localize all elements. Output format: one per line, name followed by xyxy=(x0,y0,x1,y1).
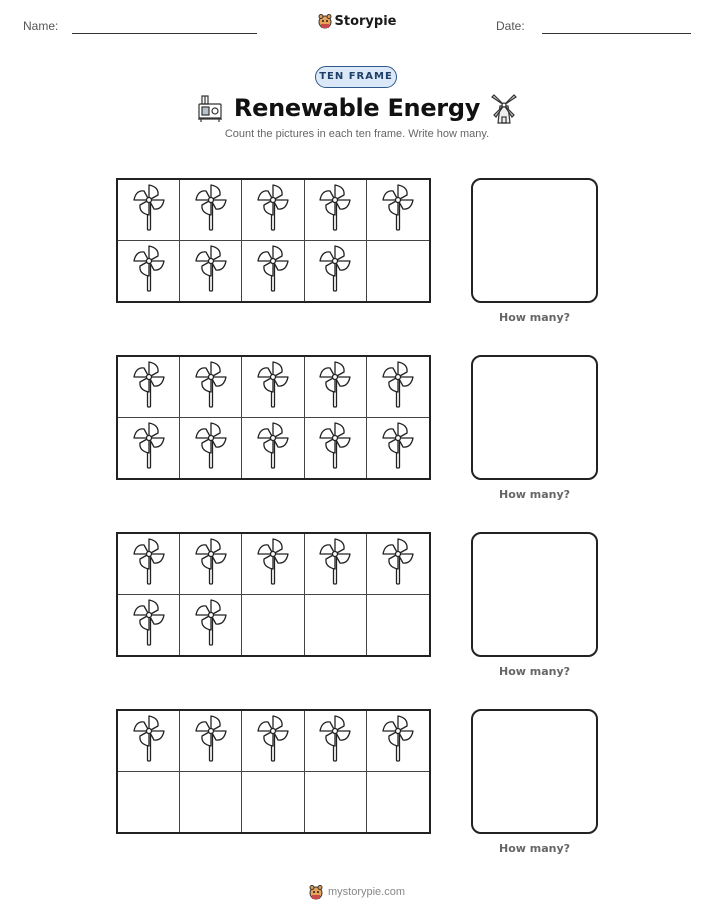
ten-frame-cell xyxy=(305,772,367,833)
ten-frame-badge: TEN FRAME xyxy=(315,66,397,88)
ten-frame-cell xyxy=(180,241,242,302)
pinwheel-icon xyxy=(194,420,228,475)
solar-panel-icon xyxy=(196,93,224,123)
date-line[interactable] xyxy=(542,33,691,34)
page-title: Renewable Energy xyxy=(233,94,481,122)
pinwheel-icon xyxy=(132,420,166,475)
pinwheel-icon xyxy=(132,536,166,591)
pinwheel-icon xyxy=(194,597,228,652)
ten-frame-cell xyxy=(242,595,304,656)
footer xyxy=(0,884,714,905)
ten-frame-cell xyxy=(305,595,367,656)
pinwheel-icon xyxy=(381,182,415,237)
answer-box[interactable] xyxy=(471,178,598,303)
pinwheel-icon xyxy=(381,420,415,475)
ten-frame xyxy=(116,532,431,657)
ten-frame-cell xyxy=(367,772,429,833)
ten-frame-cell xyxy=(180,711,242,772)
ten-frame-cell xyxy=(118,711,180,772)
ten-frame-cell xyxy=(305,534,367,595)
ten-frame-cell xyxy=(180,772,242,833)
how-many-label: How many? xyxy=(498,488,571,501)
ten-frame-cell xyxy=(305,711,367,772)
frame-group xyxy=(0,178,714,328)
ten-frame-cell xyxy=(367,180,429,241)
ten-frame-cell xyxy=(242,180,304,241)
pinwheel-icon xyxy=(256,359,290,414)
ten-frame-cell xyxy=(118,534,180,595)
pinwheel-icon xyxy=(132,359,166,414)
ten-frame-cell xyxy=(242,534,304,595)
pinwheel-icon xyxy=(194,359,228,414)
ten-frame-cell xyxy=(180,595,242,656)
ten-frame-cell xyxy=(305,357,367,418)
pinwheel-icon xyxy=(256,536,290,591)
storypie-mascot-icon xyxy=(318,13,332,29)
pinwheel-icon xyxy=(381,536,415,591)
ten-frame-cell xyxy=(118,772,180,833)
answer-box[interactable] xyxy=(471,709,598,834)
pinwheel-icon xyxy=(381,359,415,414)
ten-frame-cell xyxy=(305,418,367,479)
ten-frame-cell xyxy=(242,772,304,833)
pinwheel-icon xyxy=(256,243,290,298)
pinwheel-icon xyxy=(132,182,166,237)
pinwheel-icon xyxy=(318,713,352,768)
how-many-label: How many? xyxy=(498,842,571,855)
ten-frame-cell xyxy=(118,418,180,479)
ten-frame-cell xyxy=(242,418,304,479)
pinwheel-icon xyxy=(256,420,290,475)
brand-name: Storypie xyxy=(334,13,397,29)
pinwheel-icon xyxy=(194,536,228,591)
ten-frame-cell xyxy=(367,595,429,656)
pinwheel-icon xyxy=(381,713,415,768)
pinwheel-icon xyxy=(318,243,352,298)
pinwheel-icon xyxy=(132,597,166,652)
ten-frame-cell xyxy=(118,241,180,302)
answer-box[interactable] xyxy=(471,355,598,480)
pinwheel-icon xyxy=(318,182,352,237)
how-many-label: How many? xyxy=(498,311,571,324)
ten-frame-cell xyxy=(305,180,367,241)
frame-group xyxy=(0,709,714,859)
instructions: Count the pictures in each ten frame. Write how many. xyxy=(224,128,490,140)
pinwheel-icon xyxy=(132,713,166,768)
pinwheel-icon xyxy=(194,713,228,768)
pinwheel-icon xyxy=(318,359,352,414)
ten-frame-cell xyxy=(180,534,242,595)
ten-frame-cell xyxy=(367,241,429,302)
date-label: Date: xyxy=(496,19,525,33)
ten-frame-cell xyxy=(118,595,180,656)
ten-frame-cell xyxy=(305,241,367,302)
how-many-label: How many? xyxy=(498,665,571,678)
pinwheel-icon xyxy=(318,536,352,591)
ten-frame-cell xyxy=(242,241,304,302)
frame-group xyxy=(0,355,714,505)
ten-frame-cell xyxy=(180,180,242,241)
ten-frame xyxy=(116,709,431,834)
ten-frame xyxy=(116,355,431,480)
ten-frame-cell xyxy=(118,357,180,418)
name-label: Name: xyxy=(23,19,59,33)
title-row xyxy=(0,90,714,126)
pinwheel-icon xyxy=(256,713,290,768)
pinwheel-icon xyxy=(194,243,228,298)
ten-frame-cell xyxy=(180,418,242,479)
footer-url[interactable]: mystorypie.com xyxy=(327,886,406,898)
ten-frame-cell xyxy=(367,418,429,479)
pinwheel-icon xyxy=(194,182,228,237)
ten-frame-cell xyxy=(118,180,180,241)
ten-frame-cell xyxy=(367,534,429,595)
pinwheel-icon xyxy=(256,182,290,237)
ten-frame-cell xyxy=(242,711,304,772)
pinwheel-icon xyxy=(132,243,166,298)
frame-group xyxy=(0,532,714,682)
answer-box[interactable] xyxy=(471,532,598,657)
ten-frame-cell xyxy=(367,711,429,772)
storypie-mascot-icon xyxy=(309,884,323,900)
ten-frame-cell xyxy=(180,357,242,418)
windmill-icon xyxy=(490,92,518,124)
ten-frame-cell xyxy=(242,357,304,418)
brand-logo xyxy=(0,13,714,34)
ten-frame xyxy=(116,178,431,303)
pinwheel-icon xyxy=(318,420,352,475)
ten-frame-cell xyxy=(367,357,429,418)
